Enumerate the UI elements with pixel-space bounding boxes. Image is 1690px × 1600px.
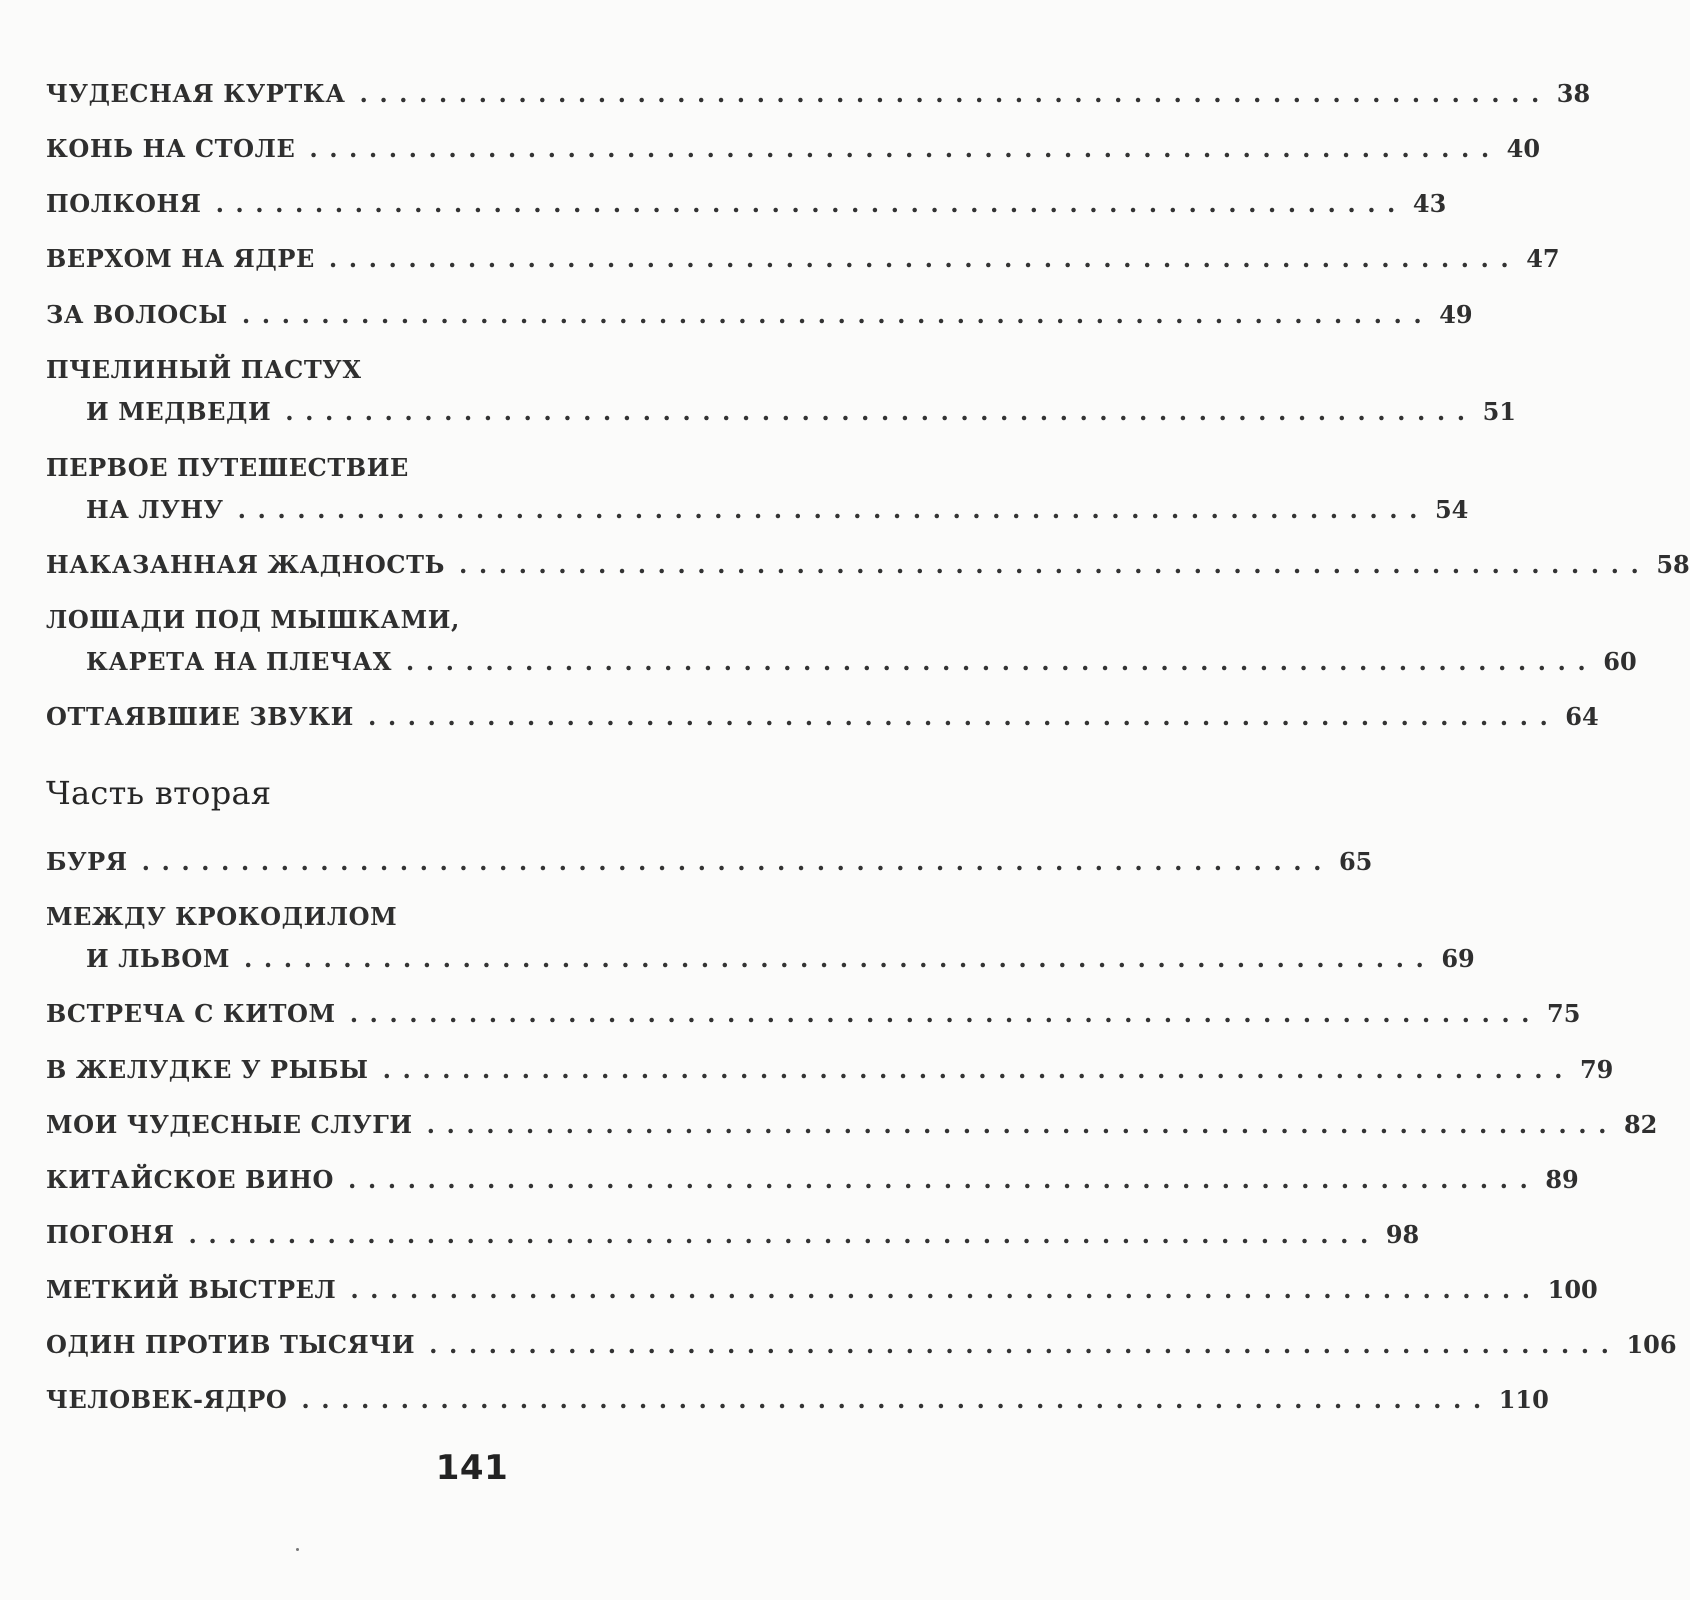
toc-entry-line xyxy=(46,1378,1549,1414)
toc-entry-line xyxy=(46,1158,1579,1194)
toc-entry-title: НАКАЗАННАЯ ЖАДНОСТЬ xyxy=(46,551,449,579)
toc-entry-page-number: 58 xyxy=(1650,551,1689,579)
toc-entry-line xyxy=(46,348,832,384)
toc-entry-page-number: 38 xyxy=(1551,80,1590,108)
toc-entry-title: МОИ ЧУДЕСНЫЕ СЛУГИ xyxy=(46,1111,417,1139)
toc-entry-title: И ЛЬВОМ xyxy=(86,945,234,973)
toc-entry-title: ПЕРВОЕ ПУТЕШЕСТВИЕ xyxy=(46,454,413,482)
toc-entry-line xyxy=(46,895,832,931)
toc-entry-title: ЗА ВОЛОСЫ xyxy=(46,301,232,329)
toc-entry-title: ВСТРЕЧА С КИТОМ xyxy=(46,1000,340,1028)
toc-entry-line xyxy=(46,488,1469,524)
toc-entry-line xyxy=(46,598,832,634)
page-number: 141 xyxy=(435,1448,509,1488)
dot-leader: ............................................................ xyxy=(382,1055,1574,1084)
toc-entry-title: ЧУДЕСНАЯ КУРТКА xyxy=(46,80,349,108)
dot-leader: ............................................................ xyxy=(309,134,1501,163)
dot-leader: ............................................................ xyxy=(367,702,1560,731)
toc-entry-title: ОТТАЯВШИЕ ЗВУКИ xyxy=(46,703,358,731)
print-speck xyxy=(296,1548,299,1551)
toc-entry-title: МЕЖДУ КРОКОДИЛОМ xyxy=(46,903,401,931)
dot-leader: ............................................................ xyxy=(328,244,1521,273)
toc-entry-line xyxy=(46,1103,1658,1139)
toc-entry-line xyxy=(46,937,1475,973)
toc-entry-page-number: 40 xyxy=(1501,135,1540,163)
toc-entry-page-number: 43 xyxy=(1407,190,1446,218)
dot-leader: ............................................................ xyxy=(241,300,1434,329)
toc-entry-line xyxy=(46,695,1599,731)
toc-entry-line xyxy=(46,640,1637,676)
toc-entry-line xyxy=(46,992,1581,1028)
toc-entry-line xyxy=(46,127,1541,163)
toc-entry-page-number: 98 xyxy=(1380,1221,1419,1249)
toc-entry-line xyxy=(46,840,1373,876)
dot-leader: ............................................................ xyxy=(141,847,1333,876)
toc-entry-page-number: 82 xyxy=(1618,1111,1657,1139)
toc-entry-title: ПОГОНЯ xyxy=(46,1221,179,1249)
toc-entry-page-number: 64 xyxy=(1559,703,1598,731)
toc-entry-page-number: 51 xyxy=(1477,398,1516,426)
toc-entry-line xyxy=(46,182,1447,218)
dot-leader: ............................................................ xyxy=(237,495,1429,524)
toc-entry-line xyxy=(46,1213,1420,1249)
toc-entry-line xyxy=(46,1323,1677,1359)
toc-entry-line xyxy=(46,72,1591,108)
toc-entry-line xyxy=(46,1268,1598,1304)
toc-entry-page-number: 60 xyxy=(1597,648,1636,676)
dot-leader: ............................................................ xyxy=(459,550,1651,579)
toc-entry-title: КАРЕТА НА ПЛЕЧАХ xyxy=(86,648,396,676)
dot-leader: ............................................................ xyxy=(359,79,1551,108)
dot-leader: ............................................................ xyxy=(405,647,1598,676)
dot-leader: ............................................................ xyxy=(244,944,1436,973)
toc-entry-line xyxy=(46,237,1560,273)
toc-entry-page-number: 89 xyxy=(1539,1166,1578,1194)
toc-entry-line xyxy=(46,293,1473,329)
toc-entry-page-number: 79 xyxy=(1574,1056,1613,1084)
toc-entry-line xyxy=(46,1048,1614,1084)
dot-leader: ............................................................ xyxy=(301,1385,1493,1414)
toc-entry-line xyxy=(46,390,1516,426)
dot-leader: ............................................................ xyxy=(426,1110,1618,1139)
toc-entry-page-number: 54 xyxy=(1429,496,1468,524)
dot-leader: ............................................................ xyxy=(215,189,1407,218)
section-heading-part-two: Часть вторая xyxy=(46,774,272,812)
toc-entry-page-number: 75 xyxy=(1541,1000,1580,1028)
toc-entry-page-number: 65 xyxy=(1333,848,1372,876)
toc-entry-title: И МЕДВЕДИ xyxy=(86,398,275,426)
toc-entry-title: ПОЛКОНЯ xyxy=(46,190,206,218)
toc-entry-page-number: 106 xyxy=(1620,1331,1676,1359)
toc-entry-title: НА ЛУНУ xyxy=(86,496,228,524)
toc-entry-title: ВЕРХОМ НА ЯДРЕ xyxy=(46,245,319,273)
toc-entry-page-number: 110 xyxy=(1493,1386,1549,1414)
dot-leader: ............................................................ xyxy=(285,397,1477,426)
toc-entry-title: КИТАЙСКОЕ ВИНО xyxy=(46,1166,338,1194)
dot-leader: ............................................................ xyxy=(350,1275,1542,1304)
toc-entry-title: ОДИН ПРОТИВ ТЫСЯЧИ xyxy=(46,1331,419,1359)
toc-entry-title: ЛОШАДИ ПОД МЫШКАМИ, xyxy=(46,606,464,634)
dot-leader: ............................................................ xyxy=(348,1165,1540,1194)
toc-entry-title: ЧЕЛОВЕК-ЯДРО xyxy=(46,1386,291,1414)
toc-entry-title: БУРЯ xyxy=(46,848,132,876)
toc-entry-page-number: 49 xyxy=(1433,301,1472,329)
dot-leader: ............................................................ xyxy=(429,1330,1621,1359)
toc-entry-title: ПЧЕЛИНЫЙ ПАСТУХ xyxy=(46,356,366,384)
toc-entry-title: В ЖЕЛУДКЕ У РЫБЫ xyxy=(46,1056,373,1084)
toc-entry-page-number: 69 xyxy=(1435,945,1474,973)
toc-entry-line xyxy=(46,543,1690,579)
toc-entry-page-number: 47 xyxy=(1520,245,1559,273)
toc-entry-line xyxy=(46,446,832,482)
toc-entry-title: КОНЬ НА СТОЛЕ xyxy=(46,135,299,163)
dot-leader: ............................................................ xyxy=(349,999,1542,1028)
toc-entry-title: МЕТКИЙ ВЫСТРЕЛ xyxy=(46,1276,340,1304)
toc-entry-page-number: 100 xyxy=(1542,1276,1598,1304)
dot-leader: ............................................................ xyxy=(188,1220,1380,1249)
